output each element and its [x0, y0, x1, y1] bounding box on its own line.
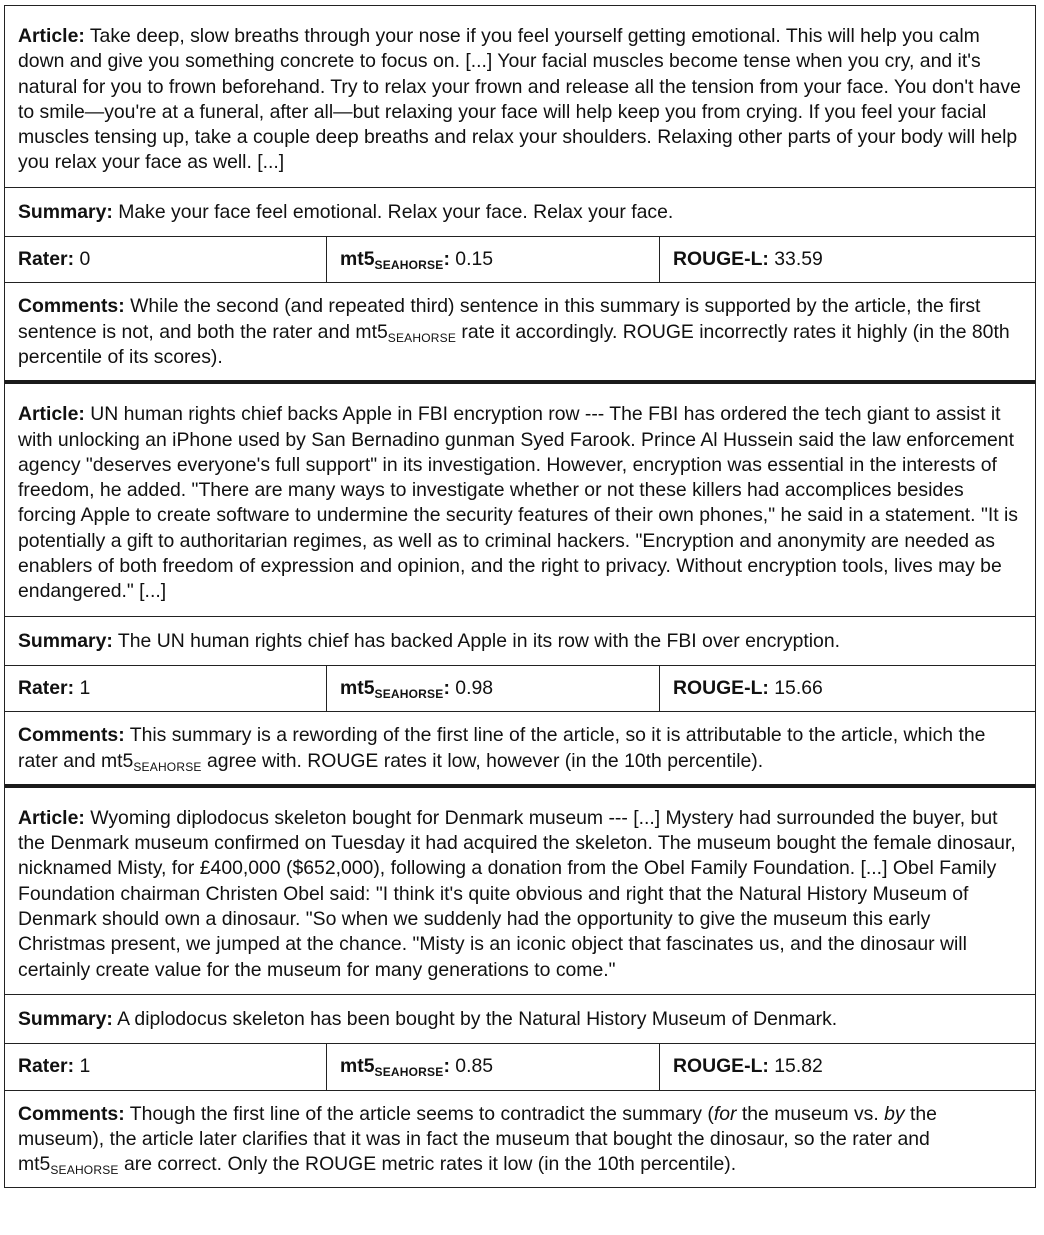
mt5-value: 0.98: [455, 676, 494, 699]
article-text: Wyoming diplodocus skeleton bought for Denmark museum --- [...] Mystery had surrounded the buyer, but the Denmark museum confirmed on Tuesday it had acquired the skeleton. The museum bought the female dinosaur, nicknamed Misty, for £400,000 ($652,000), following a donation from the Obel Family Foundation. [...] Obel Family Foundation chairman Christen Obel said: "I think it's quite obvious and right that the Natural History Museum of Denmark should own a dinosaur. "So when we suddenly had the opportunity to give the museum this early Christmas present, we jumped at the chance. "Misty is an iconic object that fascinates us, and the dinosaur will certainly create value for the museum for many generations to come.": [18, 806, 1016, 981]
mt5-value: 0.15: [455, 248, 494, 271]
rouge-value: 15.82: [774, 1055, 823, 1078]
comments-label: Comments:: [18, 1102, 125, 1125]
article-label: Article:: [18, 806, 85, 829]
article-text: Take deep, slow breaths through your nose if you feel yourself getting emotional. This will help you calm down and give you something concrete to focus on. [...] Your facial muscles become tense when you cry, and it's natural for you to frown beforehand. Try to relax your frown and release all the tension from your face. You don't have to smile—you're at a funeral, after all—but relaxing your face will help keep you from crying. If you feel your facial muscles tensing up, take a couple deep breaths and relax your shoulders. Relaxing other parts of your body will help you relax your face as well. [...]: [18, 25, 1021, 174]
article-label: Article:: [18, 25, 85, 47]
rouge-label: ROUGE-L:: [673, 1055, 769, 1078]
rater-value: 0: [79, 248, 91, 271]
article-cell: [5, 788, 1035, 994]
rouge-cell: [660, 1044, 1035, 1089]
summary-cell: [5, 616, 1035, 665]
examples-table: [4, 5, 1036, 1188]
article-cell: [5, 6, 1035, 187]
rater-cell: [5, 1044, 327, 1089]
scores-row: [5, 236, 1035, 282]
scores-row: [5, 1043, 1035, 1089]
example-block-1: [5, 6, 1035, 380]
rouge-label: ROUGE-L:: [673, 248, 769, 271]
article-text: UN human rights chief backs Apple in FBI encryption row --- The FBI has ordered the tech giant to assist it with unlocking an iPhone used by San Bernadino gunman Syed Farook. Prince Al Hussein said the law enforcement agency "deserves everyone's full support" in its investigation. However, encryption was essential in the interests of freedom, he added. "There are many ways to investigate whether or not these killers had accomplices besides forcing Apple to create software to undermine the security features of their own phones," he said in a statement. "It is potentially a gift to authoritarian regimes, as well as to criminal hackers. "Encryption and anonymity are needed as enablers of both freedom of expression and opinion, and the right to privacy. Without encryption tools, lives may be endangered." [...]: [18, 403, 1018, 603]
mt5-cell: [327, 666, 660, 711]
comments-cell: Comments: Though the first line of the article seems to contradict the summary (for the museum vs. by the museum), the article later clarifies that it was in fact the museum that bought the dinosaur, so the rater and $mt5_{SEAHORSE}$ are correct. Only the ROUGE metric rates it low (in the 10th percentile).: [5, 1090, 1035, 1188]
example-block-2: [5, 380, 1035, 784]
comments-cell: Comments: This summary is a rewording of the first line of the article, so it is attributable to the article, which the rater and $mt5_{SEAHORSE}$ agree with. ROUGE rates it low, however (in the 10th percentile).: [5, 711, 1035, 784]
summary-text: The UN human rights chief has backed Apple in its row with the FBI over encryption.: [117, 629, 841, 652]
rater-cell: [5, 666, 327, 711]
summary-cell: [5, 994, 1035, 1043]
rouge-value: 15.66: [774, 676, 823, 699]
mt5-label: $mt5_{SEAHORSE}$:: [340, 1055, 450, 1080]
rater-cell: [5, 237, 327, 282]
mt5-label: $mt5_{SEAHORSE}$:: [340, 676, 450, 701]
rater-label: Rater:: [18, 676, 75, 699]
mt5-cell: [327, 1044, 660, 1089]
summary-label: Summary:: [18, 200, 113, 223]
example-block-3: [5, 784, 1035, 1188]
mt5-value: 0.85: [455, 1055, 494, 1078]
article-cell: [5, 384, 1035, 615]
summary-label: Summary:: [18, 1007, 113, 1030]
rater-value: 1: [79, 1055, 91, 1078]
rater-label: Rater:: [18, 248, 75, 271]
rouge-cell: [660, 666, 1035, 711]
mt5-label: $mt5_{SEAHORSE}$:: [340, 248, 450, 273]
mt5-cell: [327, 237, 660, 282]
comments-cell: Comments: While the second (and repeated third) sentence in this summary is supported by the article, the first sentence is not, and both the rater and $mt5_{SEAHORSE}$ rate it accordingly. ROUGE incorrectly rates it highly (in the 80th percentile of its scores).: [5, 282, 1035, 380]
rater-value: 1: [79, 676, 91, 699]
summary-label: Summary:: [18, 629, 113, 652]
scores-row: [5, 665, 1035, 711]
rouge-cell: [660, 237, 1035, 282]
comments-label: Comments:: [18, 724, 125, 747]
rater-label: Rater:: [18, 1055, 75, 1078]
rouge-value: 33.59: [774, 248, 823, 271]
summary-text: Make your face feel emotional. Relax your face. Relax your face.: [118, 200, 674, 223]
summary-cell: [5, 187, 1035, 236]
rouge-label: ROUGE-L:: [673, 676, 769, 699]
summary-text: A diplodocus skeleton has been bought by the Natural History Museum of Denmark.: [117, 1007, 838, 1030]
comments-label: Comments:: [18, 295, 125, 318]
article-label: Article:: [18, 403, 85, 426]
